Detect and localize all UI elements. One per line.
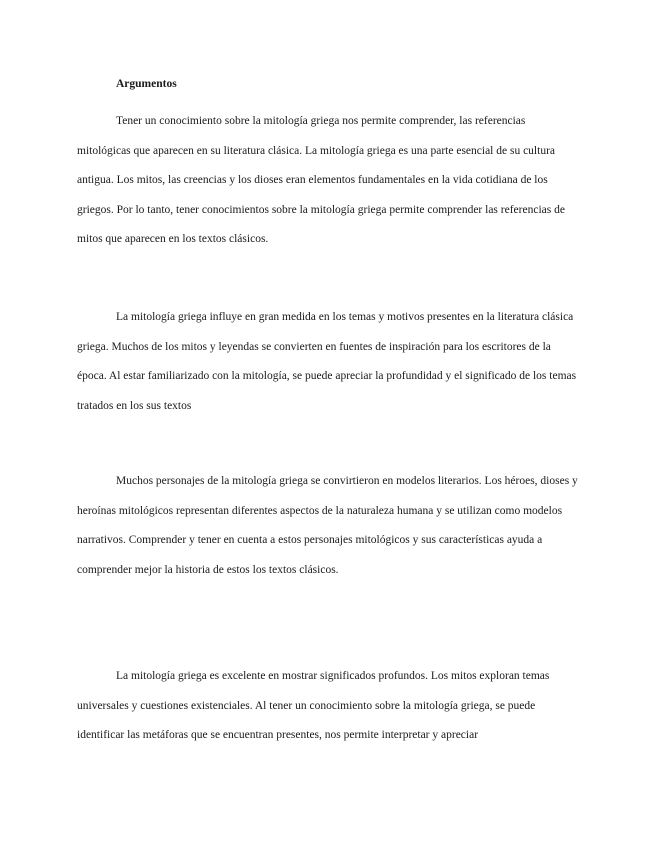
paragraph-1: Tener un conocimiento sobre la mitología griega nos permite comprender, las referencias mitológicas que aparecen en su literatura clásica. La mitología griega es una parte esencial de su cultura antigua. Los mitos, las creencias y los dioses eran elementos fundamentales en la vida cotidiana de los griegos. Por lo tanto, tener conocimientos sobre la mitología griega permite comprender las referencias de mitos que aparecen en los textos clásicos. <box>77 115 565 246</box>
paragraph-2: La mitología griega influye en gran medida en los temas y motivos presentes en la literatura clásica griega. Muchos de los mitos y leyendas se convierten en fuentes de inspiración para los escritores de la época. Al estar familiarizado con la mitología, se puede apreciar la profundidad y el significado de los temas tratados en los sus textos <box>77 311 577 412</box>
paragraph-4: La mitología griega es excelente en mostrar significados profundos. Los mitos exploran temas universales y cuestiones existenciales. Al tener un conocimiento sobre la mitología griega, se puede identificar las metáforas que se encuentran presentes, nos permite interpretar y apreciar <box>77 670 550 742</box>
paragraph-3: Muchos personajes de la mitología griega se convirtieron en modelos literarios. Los héroes, dioses y heroínas mitológicos representan diferentes aspectos de la naturaleza humana y se utilizan como modelos narrativos. Comprender y tener en cuenta a estos personajes mitológicos y sus características ayuda a comprender mejor la historia de estos los textos clásicos. <box>77 475 578 576</box>
section-heading: Argumentos <box>116 78 177 90</box>
